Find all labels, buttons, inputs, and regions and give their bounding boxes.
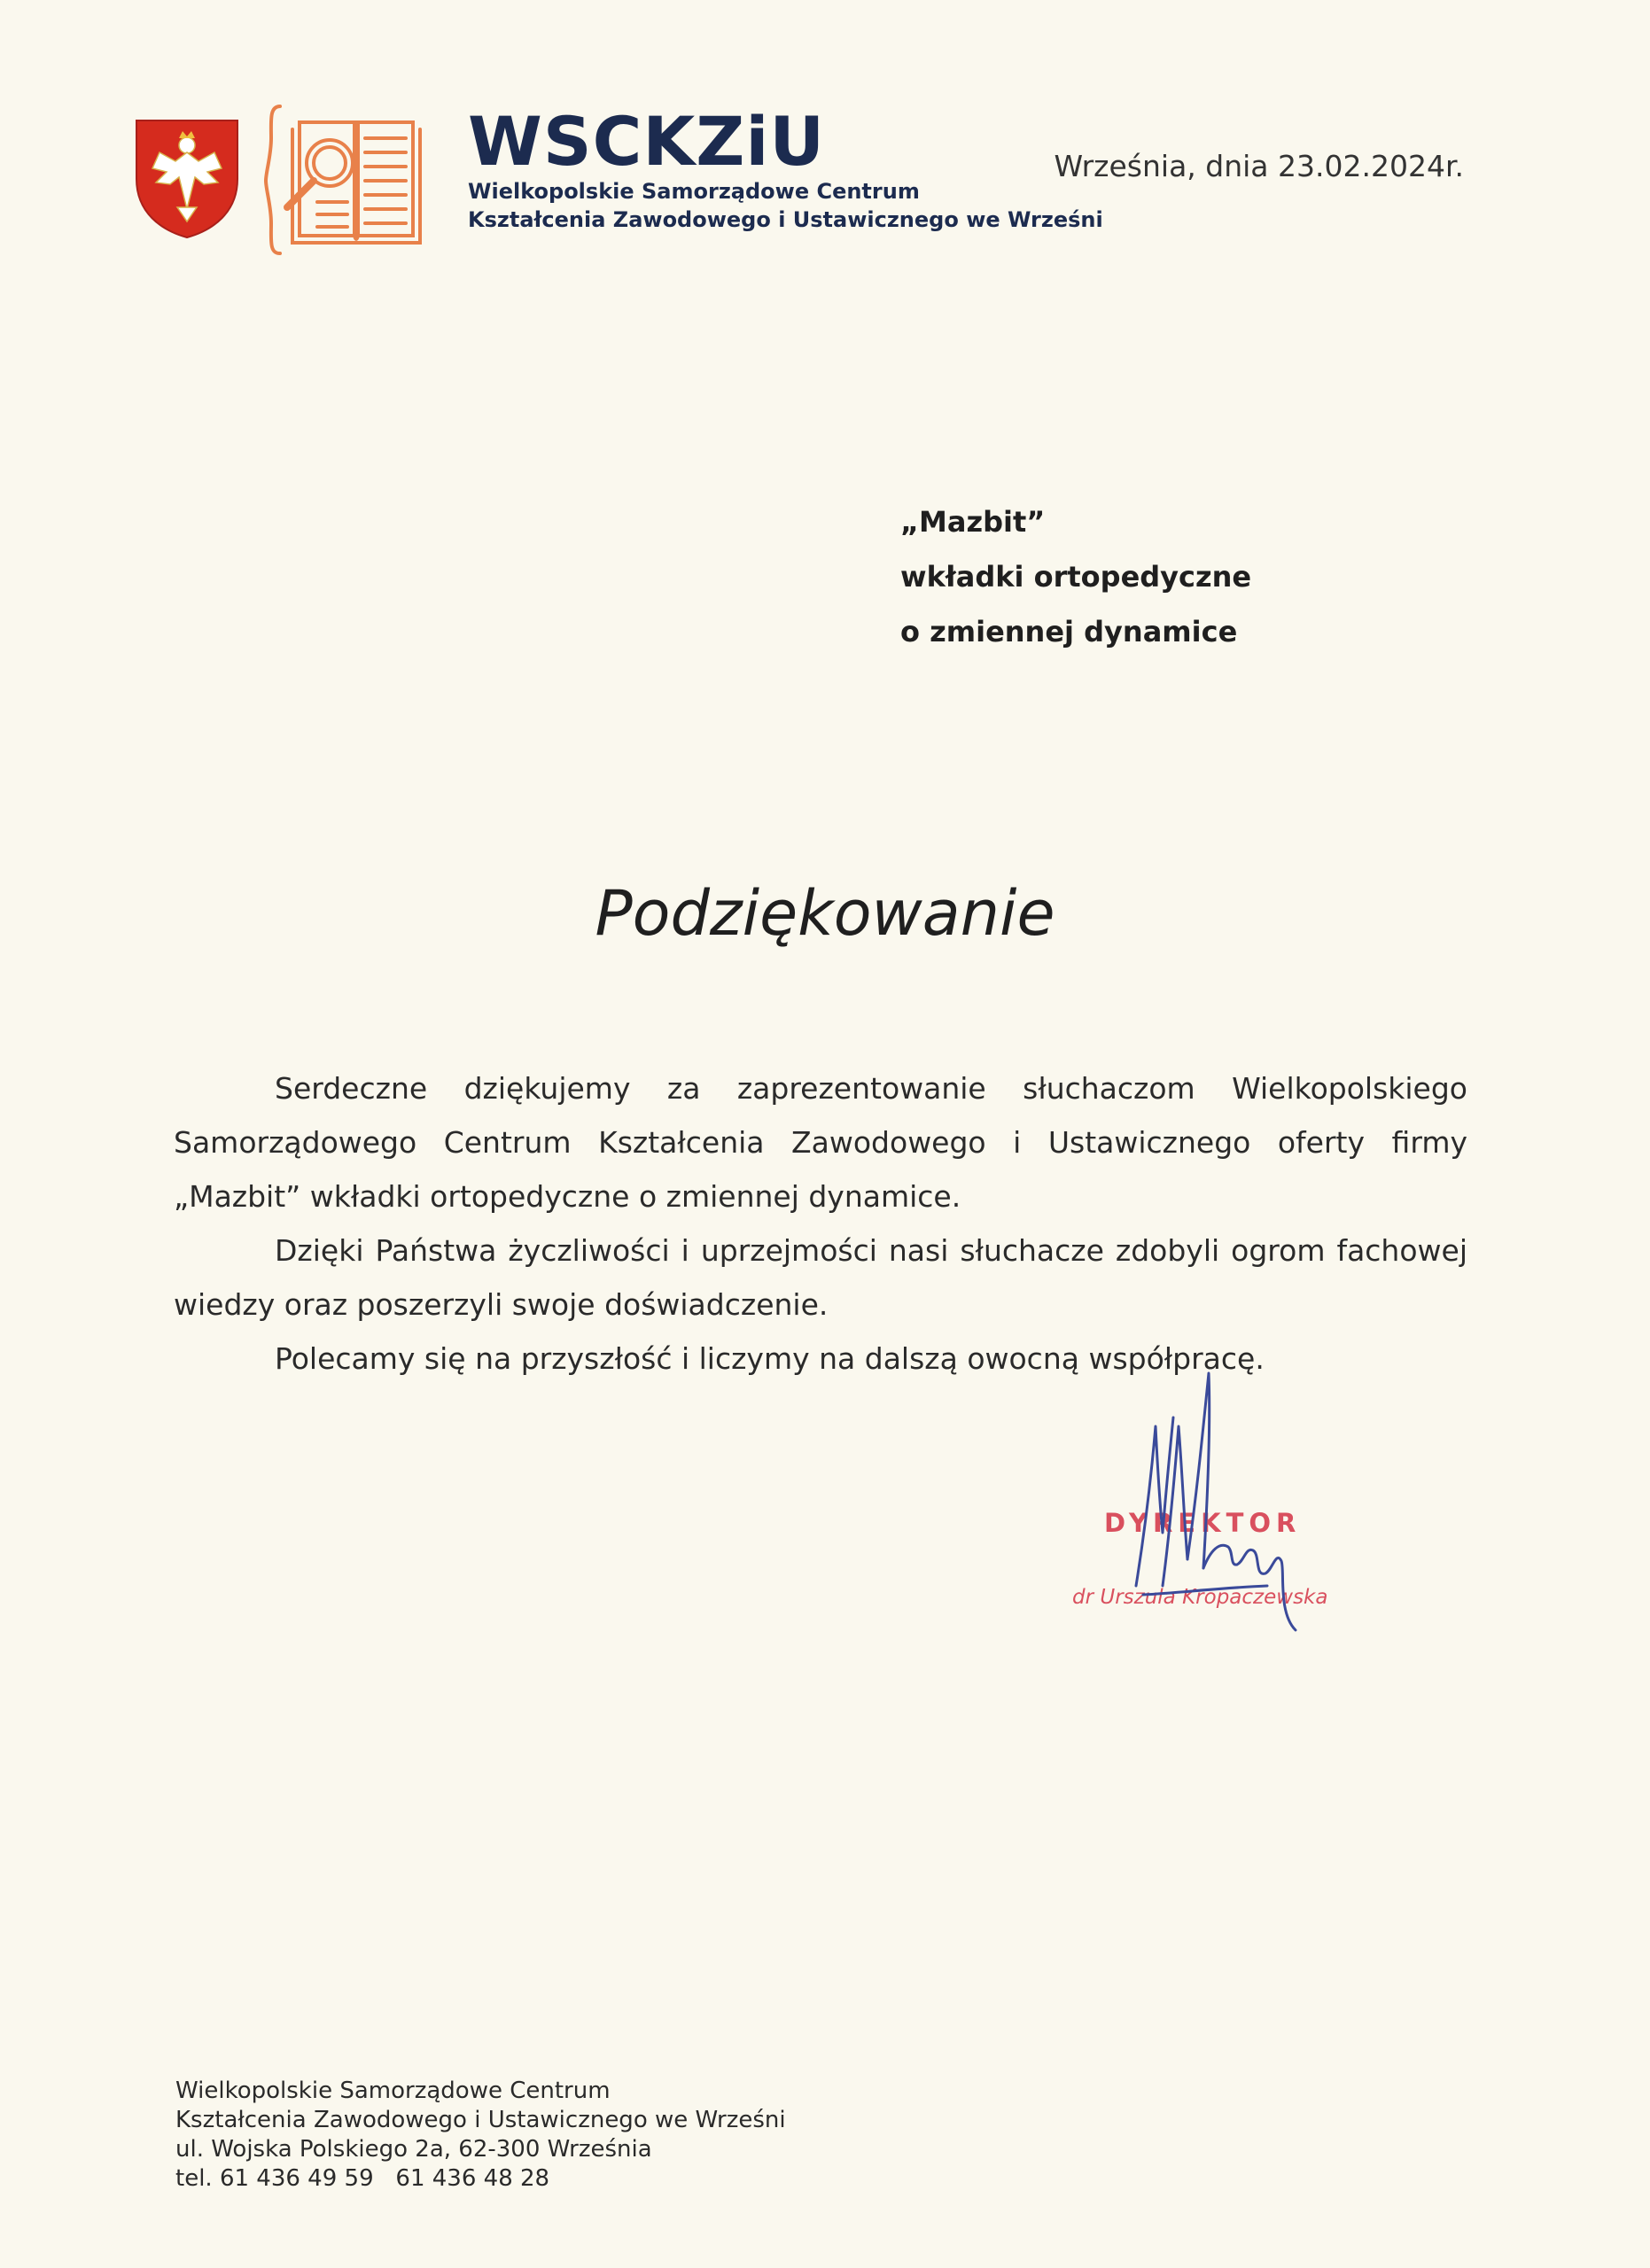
- body-paragraph-2: Dzięki Państwa życzliwości i uprzejmości nasi słuchacze zdobyli ogrom fachowej wiedzy oraz poszerzyli swoje doświadczenie.: [174, 1233, 1467, 1322]
- recipient-block: [900, 494, 1251, 659]
- letter-title: Podziękowanie: [595, 877, 1055, 950]
- letter-date: Września, dnia 23.02.2024r.: [1054, 149, 1464, 183]
- recipient-line-3: o zmiennej dynamice: [900, 615, 1238, 649]
- brand-name: WSCKZiU: [468, 102, 826, 181]
- stamp-role: DYREKTOR: [1104, 1508, 1302, 1538]
- letter-body: [174, 1061, 1467, 1386]
- coat-of-arms-icon: [133, 117, 241, 241]
- footer-address: [175, 2077, 786, 2194]
- footer-line-1: Wielkopolskie Samorządowe Centrum: [175, 2078, 611, 2104]
- body-paragraph-3: Polecamy się na przyszłość i liczymy na dalszą owocną współpracę.: [275, 1341, 1265, 1376]
- stamp-name: dr Urszula Kropaczewska: [1072, 1586, 1328, 1609]
- recipient-line-1: „Mazbit”: [900, 505, 1046, 539]
- body-paragraph-1: Serdeczne dziękujemy za zaprezentowanie słuchaczom Wielkopolskiego Samorządowego Centrum Kształcenia Zawodowego i Ustawicznego oferty firmy „Mazbit” wkładki ortopedyczne o zmiennej dynamice.: [174, 1071, 1467, 1214]
- recipient-line-2: wkładki ortopedyczne: [900, 560, 1252, 594]
- footer-line-2: Kształcenia Zawodowego i Ustawicznego we Wrześni: [175, 2107, 786, 2133]
- handwritten-signature-icon: [1046, 1364, 1356, 1657]
- brand-subtitle-line-1: Wielkopolskie Samorządowe Centrum: [468, 179, 920, 204]
- footer-line-3: ul. Wojska Polskiego 2a, 62-300 Września: [175, 2136, 652, 2163]
- brand-subtitle-line-2: Kształcenia Zawodowego i Ustawicznego we Wrześni: [468, 207, 1103, 232]
- brand-block: [468, 102, 1103, 234]
- footer-line-4: tel. 61 436 49 59 61 436 48 28: [175, 2165, 550, 2192]
- book-magnifier-logo-icon: [264, 103, 450, 258]
- signature-block: [1046, 1364, 1356, 1657]
